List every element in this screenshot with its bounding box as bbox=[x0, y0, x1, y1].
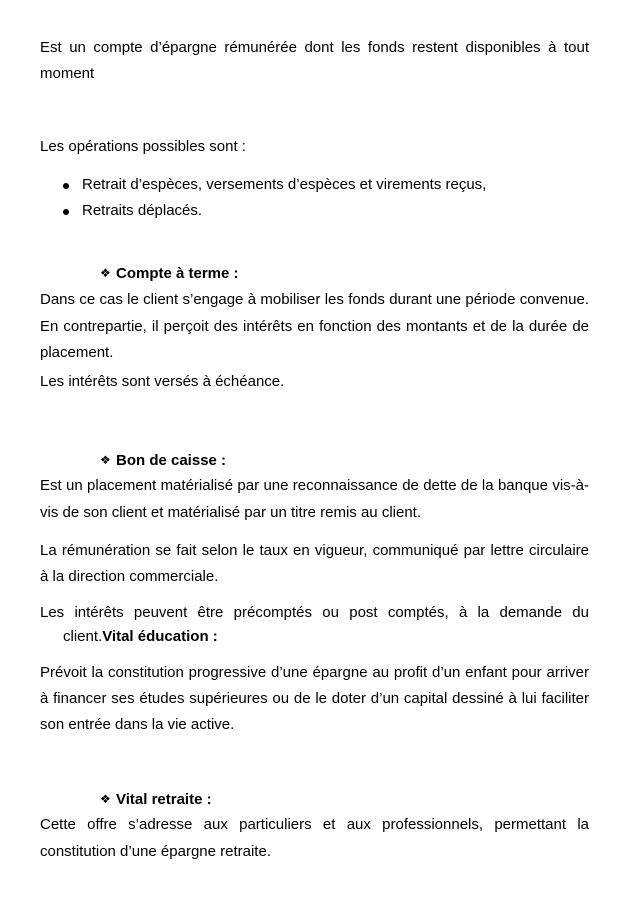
intro-line-1: Est un compte d’épargne rémunérée dont les fonds restent disponibles à tout bbox=[40, 39, 589, 56]
bon-caisse-p3-line-2 bbox=[63, 628, 612, 646]
heading-vital-retraite bbox=[100, 790, 500, 809]
compte-terme-interest: Les intérêts sont versés à échéance. bbox=[40, 373, 285, 390]
bon-caisse-p3-line-1: Les intérêts peuvent être précomptés ou post comptés, à la demande du bbox=[40, 604, 589, 621]
vital-retraite-line-1: Cette offre s’adresse aux particuliers et aux professionnels, permettant la bbox=[40, 816, 589, 833]
heading-vital-education: Vital éducation : bbox=[102, 628, 218, 645]
bon-caisse-p2-line-2: à la direction commerciale. bbox=[40, 568, 219, 585]
compte-terme-line-2: En contrepartie, il perçoit des intérêts en fonction des montants et de la durée de bbox=[40, 318, 589, 335]
bullet-icon bbox=[63, 183, 69, 189]
heading-label: Vital retraite : bbox=[116, 791, 212, 808]
vital-education-line-1: Prévoit la constitution progressive d’une épargne au profit d’un enfant pour arriver bbox=[40, 664, 589, 681]
bon-caisse-p2-line-1: La rémunération se fait selon le taux en vigueur, communiqué par lettre circulaire bbox=[40, 542, 589, 559]
heading-bon-de-caisse bbox=[100, 451, 500, 470]
vital-education-line-3: son entrée dans la vie active. bbox=[40, 716, 235, 733]
vital-retraite-line-2: constitution d’une épargne retraite. bbox=[40, 843, 271, 860]
bullet-icon bbox=[63, 209, 69, 215]
operations-item: Retraits déplacés. bbox=[82, 202, 203, 219]
diamond-ornament-icon: ❖ bbox=[100, 792, 111, 806]
diamond-ornament-icon: ❖ bbox=[100, 266, 111, 280]
operations-title: Les opérations possibles sont : bbox=[40, 138, 246, 155]
client-text: client. bbox=[63, 628, 103, 645]
heading-compte-a-terme bbox=[100, 264, 500, 283]
operations-item: Retrait d’espèces, versements d’espèces et virements reçus, bbox=[82, 176, 487, 193]
heading-label: Compte à terme : bbox=[116, 265, 239, 282]
bon-caisse-p1-line-2: vis de son client et matérialisé par un titre remis au client. bbox=[40, 504, 421, 521]
diamond-ornament-icon: ❖ bbox=[100, 453, 111, 467]
bon-caisse-p1-line-1: Est un placement matérialisé par une reconnaissance de dette de la banque vis-à- bbox=[40, 477, 589, 494]
compte-terme-line-3: placement. bbox=[40, 344, 114, 361]
compte-terme-line-1: Dans ce cas le client s’engage à mobiliser les fonds durant une période convenue. bbox=[40, 291, 589, 308]
vital-education-line-2: à financer ses études supérieures ou de le doter d’un capital dessiné à lui faciliter bbox=[40, 690, 589, 707]
intro-line-2: moment bbox=[40, 65, 95, 82]
heading-label: Bon de caisse : bbox=[116, 452, 227, 469]
